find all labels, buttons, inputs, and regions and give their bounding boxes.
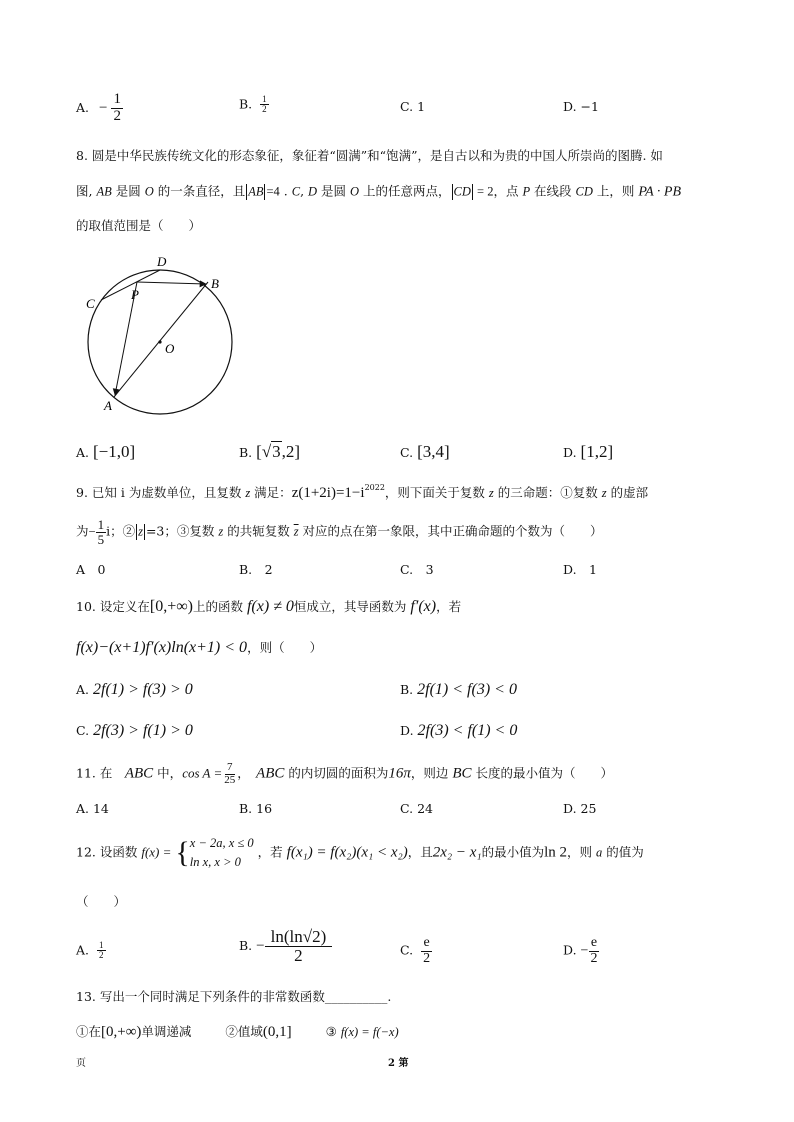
- q9-option-d: D. 1: [563, 562, 598, 577]
- q8-option-c: C. [3,4]: [400, 442, 450, 461]
- center-point: [158, 340, 161, 343]
- q9-line2: 为− $\frac{1}{5}$ i；② z =3；③复数 z 的共轭复数 $\overline{z}$ 对应的点在第一象限，其中正确命题的个数为（ ）: [76, 517, 603, 547]
- q10-line1: 10. 设定义在[0,+∞)上的函数 f(x) ≠ 0恒成立，其导函数为 f′(x)，若: [76, 598, 462, 615]
- q9-option-b: B. 2: [239, 562, 273, 577]
- q13-conditions: ①在[0,+∞)单调递减 ②值域(0,1] ③ f(x) = f(−x): [76, 1024, 399, 1040]
- q12-option-b: B. − $\frac{\ln(\ln√2)}{2}$: [239, 928, 332, 965]
- q12-option-c: C. $\frac{e}{2}$: [400, 935, 431, 966]
- q8-line3: 的取值范围是（ ）: [76, 218, 202, 233]
- q10-option-b: B. 2f(1) < f(3) < 0: [400, 681, 517, 698]
- q8-option-b: B. [√3,2]: [239, 442, 301, 461]
- label-o: O: [165, 341, 175, 356]
- circle-figure: [78, 252, 248, 417]
- q7-option-b: B. $\frac{1}{2}$: [239, 94, 267, 115]
- q12-stem: 12. 设函数 f(x) = { x − 2a, x ≤ 0 ln x, x > 0 ，若 f(x₁) = f(x₂)(x₁ < x₂)，且2x₂ − x₁的最小值为ln 2，则 a 的值为: [76, 835, 644, 869]
- q10-option-a: A. 2f(1) > f(3) > 0: [76, 681, 193, 698]
- diameter-ab: [114, 282, 208, 397]
- q11-option-b: B. 16: [239, 801, 273, 816]
- label-b: B: [211, 276, 219, 291]
- q10-option-c: C. 2f(3) > f(1) > 0: [76, 722, 193, 739]
- q9-option-c: C. 3: [400, 562, 434, 577]
- q11-option-a: A. 14: [76, 801, 109, 816]
- q9-option-a: A 0: [76, 562, 106, 577]
- q13-line1: 13. 写出一个同时满足下列条件的非常数函数__________.: [76, 989, 392, 1004]
- q8-line2: 图, AB 是圆 O 的一条直径，且 AB =4 . C, D 是圆 O 上的任意两点， CD = 2，点 P 在线段 CD 上，则 PA · PB: [76, 183, 682, 200]
- label-a: A: [104, 398, 112, 413]
- vector-pb: [137, 282, 206, 284]
- label-d: D: [157, 254, 167, 269]
- label-c: C: [86, 296, 95, 311]
- q12-option-a: A. $\frac{1}{2}$: [76, 940, 104, 961]
- q10-option-d: D. 2f(3) < f(1) < 0: [400, 722, 518, 739]
- q8-option-d: D. [1,2]: [563, 442, 614, 461]
- q8-line1: 8. 圆是中华民族传统文化的形态象征，象征着“圆满”和“饱满”，是自古以和为贵的中国人所崇尚的图腾. 如: [76, 148, 663, 163]
- q11-option-d: D. 25: [563, 801, 597, 816]
- q10-line2: f(x)−(x+1)f′(x)ln(x+1) < 0，则（ ）: [76, 639, 323, 656]
- q7-option-c: C. 1: [400, 99, 426, 114]
- q7-option-d: D. −1: [563, 99, 599, 114]
- q8-option-a: A. [−1,0]: [76, 442, 136, 461]
- q11-stem: 11. 在 ABC 中，cos A = $\frac{7}{25}$ ， ABC 的内切圆的面积为16π，则边 BC 长度的最小值为（ ）: [76, 761, 614, 786]
- q12-paren: （ ）: [76, 894, 127, 909]
- q12-option-d: D. − $\frac{e}{2}$: [563, 935, 598, 966]
- footer-page-number: 2 第: [388, 1058, 409, 1069]
- footer-left: 页: [76, 1058, 86, 1069]
- q9-line1: 9. 已知 i 为虚数单位，且复数 z 满足：$z(1+2i)=1-i^{2022}$，则下面关于复数 z 的三命题：①复数 z 的虚部: [76, 483, 649, 501]
- q11-option-c: C. 24: [400, 801, 433, 816]
- label-p: P: [131, 287, 139, 302]
- q7-option-a: A. − $\frac{1}{2}$: [76, 91, 121, 124]
